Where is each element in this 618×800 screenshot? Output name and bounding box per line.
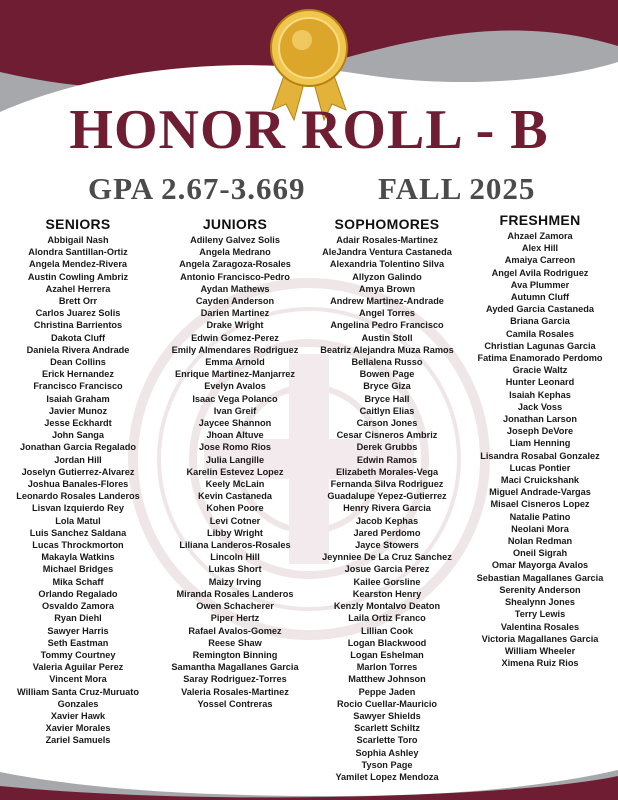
list-item: Lisvan Izquierdo Rey (32, 503, 124, 514)
list-item: Sebastian Magallanes Garcia (476, 572, 604, 583)
list-item: Oneil Sigrah (512, 548, 568, 559)
list-item: Andrew Martinez-Andrade (330, 296, 444, 307)
list-item: Victoria Magallanes Garcia (481, 633, 599, 644)
list-item: Sawyer Shields (353, 710, 421, 721)
list-item: Keely McLain (205, 479, 265, 490)
list-item: Alexandria Tolentino Silva (329, 259, 445, 270)
list-item: Kailee Gorsline (353, 576, 421, 587)
list-item: Lincoln Hill (210, 552, 260, 563)
list-item: Josue Garcia Perez (344, 564, 430, 575)
list-item: Alex Hill (521, 243, 559, 254)
list-item: Carson Jones (356, 418, 418, 429)
list-item: Fernanda Silva Rodriguez (330, 479, 444, 490)
list-item: Brett Orr (58, 296, 98, 307)
list-item: Omar Mayorga Avalos (491, 560, 589, 571)
list-item: Enrique Martinez-Manjarrez (175, 369, 295, 380)
list-item: Jhoan Altuve (206, 430, 264, 441)
list-item: Rafael Avalos-Gomez (188, 625, 282, 636)
list-item: Liam Henning (509, 438, 571, 449)
list-item: Aydan Mathews (200, 283, 270, 294)
list-item: Xavier Morales (45, 723, 111, 734)
list-item: Misael Cisneros Lopez (490, 499, 590, 510)
list-item: Maizy Irving (208, 576, 262, 587)
list-item: Seth Eastman (47, 637, 109, 648)
list-item: Levi Cotner (209, 515, 261, 526)
list-item: Karelin Estevez Lopez (186, 466, 284, 477)
list-item: Austin Cowling Ambriz (27, 271, 129, 282)
list-item: Evelyn Avalos (204, 381, 266, 392)
list-item: Adair Rosales-Martinez (336, 235, 438, 245)
list-item: Bryce Giza (363, 381, 411, 392)
list-item: Austin Stoll (361, 332, 413, 343)
list-item: Lucas Pontier (509, 462, 571, 473)
list-item: Samantha Magallanes Garcia (171, 662, 299, 673)
list-item: Miranda Rosales Landeros (176, 588, 294, 599)
list-item: Yossel Contreras (197, 698, 273, 709)
list-item: Emma Arnold (205, 357, 265, 368)
list-item: Logan Eshelman (350, 649, 424, 660)
list-item: Piper Hertz (210, 613, 260, 624)
list-item: Erick Hernandez (42, 369, 114, 380)
list-item: Isaiah Kephas (509, 389, 571, 400)
list-item: Nolan Redman (507, 536, 573, 547)
list-item: Guadalupe Yepez-Gutierrez (327, 491, 447, 502)
list-item: Remington Binning (192, 649, 278, 660)
list-item: Cesar Cisneros Ambriz (336, 430, 438, 441)
list-item: Libby Wright (207, 527, 263, 538)
list-item: Ivan Greif (213, 405, 257, 416)
list-item: Joselyn Gutierrez-Alvarez (21, 466, 135, 477)
term-label: FALL 2025 (378, 171, 536, 206)
gpa-range: GPA 2.67-3.669 (88, 171, 306, 206)
list-item: Valeria Rosales-Martinez (181, 686, 289, 697)
list-item: Jordan Hill (54, 454, 102, 465)
list-item: Hunter Leonard (505, 377, 575, 388)
list-item: Valentina Rosales (500, 621, 580, 632)
list-item: Sawyer Harris (47, 625, 109, 636)
juniors-column (160, 216, 310, 710)
sophomores-column (318, 216, 456, 783)
list-item: Francisco Francisco (33, 381, 123, 392)
list-item: Ava Plummer (510, 279, 570, 290)
list-item: Sophia Ashley (355, 747, 419, 758)
list-item: Scarlett Schiltz (354, 723, 420, 734)
list-item: Laila Ortiz Franco (348, 613, 426, 624)
list-item: Isaiah Graham (46, 393, 110, 404)
list-item: Drake Wright (206, 320, 264, 331)
list-item: Cayden Anderson (195, 296, 275, 307)
list-item: Michael Bridges (42, 564, 114, 575)
list-item: Angela Mendez-Rivera (28, 259, 128, 270)
list-item: Lukas Short (208, 564, 262, 575)
list-item: Fatima Enamorado Perdomo (477, 353, 603, 364)
list-item: Bowen Page (359, 369, 415, 380)
list-item: Reese Shaw (208, 637, 262, 648)
list-item: William Wheeler (504, 645, 576, 656)
list-item: Jaycee Shannon (198, 418, 272, 429)
list-item: Joshua Banales-Flores (27, 479, 129, 490)
list-item: John Sanga (51, 430, 105, 441)
list-item: Alondra Santillan-Ortiz (28, 247, 128, 258)
list-item: Liliana Landeros-Rosales (179, 540, 291, 551)
list-item: Ahzael Zamora (507, 231, 573, 241)
seniors-column (4, 216, 152, 747)
list-item: Mika Schaff (52, 576, 104, 587)
list-item: Jose Romo Rios (199, 442, 271, 453)
list-item: Jayce Stowers (355, 540, 419, 551)
list-item: Jonathan Garcia Regalado (20, 442, 136, 453)
list-item: Makayla Watkins (41, 552, 115, 563)
list-item: Ayded Garcia Castaneda (486, 304, 594, 315)
list-item: Angelina Pedro Francisco (330, 320, 444, 331)
list-item: Serenity Anderson (499, 584, 581, 595)
list-item: Leonardo Rosales Landeros (16, 491, 140, 502)
list-item: Kohen Poore (206, 503, 264, 514)
list-item: Christian Lagunas Garcia (484, 340, 596, 351)
list-item: Edwin Ramos (356, 454, 418, 465)
list-item: Angel Torres (359, 308, 415, 319)
list-item: Henry Rivera Garcia (343, 503, 431, 514)
column-heading-juniors: JUNIORS (202, 216, 268, 232)
list-item: Briana Garcia (510, 316, 570, 327)
list-item: Caitlyn Elias (359, 405, 415, 416)
list-item: Neolani Mora (511, 523, 569, 534)
list-item: Angela Medrano (199, 247, 271, 258)
list-item: Camila Rosales (506, 328, 574, 339)
name-list (4, 234, 152, 747)
list-item: Amaiya Carreon (504, 255, 576, 266)
list-item: Gonzales (57, 698, 99, 709)
list-item: Autumn Cluff (510, 292, 570, 303)
list-item: Angel Avila Rodriguez (491, 267, 589, 278)
list-item: Adileny Galvez Solis (190, 235, 280, 245)
list-item: Jared Perdomo (353, 527, 421, 538)
list-item: Valeria Aguilar Perez (32, 662, 124, 673)
list-item: Terry Lewis (514, 609, 566, 620)
list-item: Gracie Waltz (512, 365, 568, 376)
list-item: Zariel Samuels (45, 735, 111, 746)
list-item: Lillian Cook (360, 625, 414, 636)
list-item: Scarlette Toro (356, 735, 418, 746)
list-item: Matthew Johnson (348, 674, 426, 685)
list-item: Darien Martinez (200, 308, 270, 319)
list-item: Lola Matul (55, 515, 101, 526)
list-item: Miguel Andrade-Vargas (489, 487, 591, 498)
list-item: Kevin Castaneda (197, 491, 273, 502)
list-item: Bryce Hall (364, 393, 410, 404)
list-item: Julia Langille (205, 454, 265, 465)
list-item: Jacob Kephas (355, 515, 419, 526)
list-item: Amya Brown (358, 283, 416, 294)
list-item: Derek Grubbs (356, 442, 418, 453)
list-item: Jack Voss (517, 401, 563, 412)
list-item: Dean Collins (50, 357, 106, 368)
list-item: Kenzly Montalvo Deaton (333, 601, 441, 612)
list-item: Christina Barrientos (33, 320, 123, 331)
list-item: Rocio Cuellar-Mauricio (336, 698, 438, 709)
list-item: Elizabeth Morales-Vega (335, 466, 439, 477)
list-item: Shealynn Jones (505, 597, 575, 608)
list-item: Ryan Diehl (54, 613, 102, 624)
page-title: HONOR ROLL - B (69, 99, 549, 161)
list-item: Marlon Torres (356, 662, 418, 673)
name-list (318, 234, 456, 783)
list-item: Maci Cruickshank (500, 475, 580, 486)
freshmen-column (464, 212, 616, 669)
list-item: Orlando Regalado (38, 588, 118, 599)
column-heading-sophomores: SOPHOMORES (334, 216, 440, 232)
list-item: Lisandra Rosabal Gonzalez (480, 450, 600, 461)
list-item: Antonio Francisco-Pedro (180, 271, 290, 282)
column-heading-seniors: SENIORS (45, 216, 111, 232)
list-item: Emily Almendares Rodriguez (171, 344, 299, 355)
list-item: AleJandra Ventura Castaneda (322, 247, 452, 258)
list-item: Natalie Patino (509, 511, 571, 522)
list-item: Edwin Gomez-Perez (191, 332, 279, 343)
list-item: Osvaldo Zamora (42, 601, 114, 612)
list-item: Tyson Page (361, 759, 413, 770)
list-item: Logan Blackwood (347, 637, 427, 648)
list-item: Angela Zaragoza-Rosales (179, 259, 291, 270)
name-list (160, 234, 310, 710)
list-item: Ximena Ruiz Rios (501, 658, 579, 669)
list-item: Allyzon Galindo (352, 271, 422, 282)
list-item: Bellalena Russo (351, 357, 423, 368)
list-item: Jonathan Larson (502, 414, 578, 425)
list-item: Carlos Juarez Solis (35, 308, 121, 319)
list-item: Kearston Henry (352, 588, 422, 599)
list-item: William Santa Cruz-Muruato (17, 686, 139, 697)
list-item: Dakota Cluff (50, 332, 106, 343)
list-item: Saray Rodriguez-Torres (183, 674, 287, 685)
list-item: Yamilet Lopez Mendoza (335, 771, 439, 782)
column-heading-freshmen: FRESHMEN (499, 212, 581, 228)
list-item: Xavier Hawk (50, 710, 106, 721)
list-item: Jeynniee De La Cruz Sanchez (322, 552, 452, 563)
list-item: Azahel Herrera (45, 283, 111, 294)
list-item: Javier Munoz (48, 405, 108, 416)
list-item: Joseph DeVore (506, 426, 574, 437)
name-list (464, 230, 616, 669)
list-item: Lucas Throckmorton (32, 540, 124, 551)
list-item: Vincent Mora (49, 674, 107, 685)
list-item: Beatriz Alejandra Muza Ramos (320, 344, 454, 355)
list-item: Isaac Vega Polanco (192, 393, 278, 404)
list-item: Owen Schacherer (196, 601, 274, 612)
list-item: Luis Sanchez Saldana (29, 527, 127, 538)
list-item: Daniela Rivera Andrade (26, 344, 130, 355)
list-item: Peppe Jaden (358, 686, 416, 697)
list-item: Abbigail Nash (47, 235, 109, 245)
list-item: Jesse Eckhardt (44, 418, 112, 429)
list-item: Tommy Courtney (40, 649, 116, 660)
